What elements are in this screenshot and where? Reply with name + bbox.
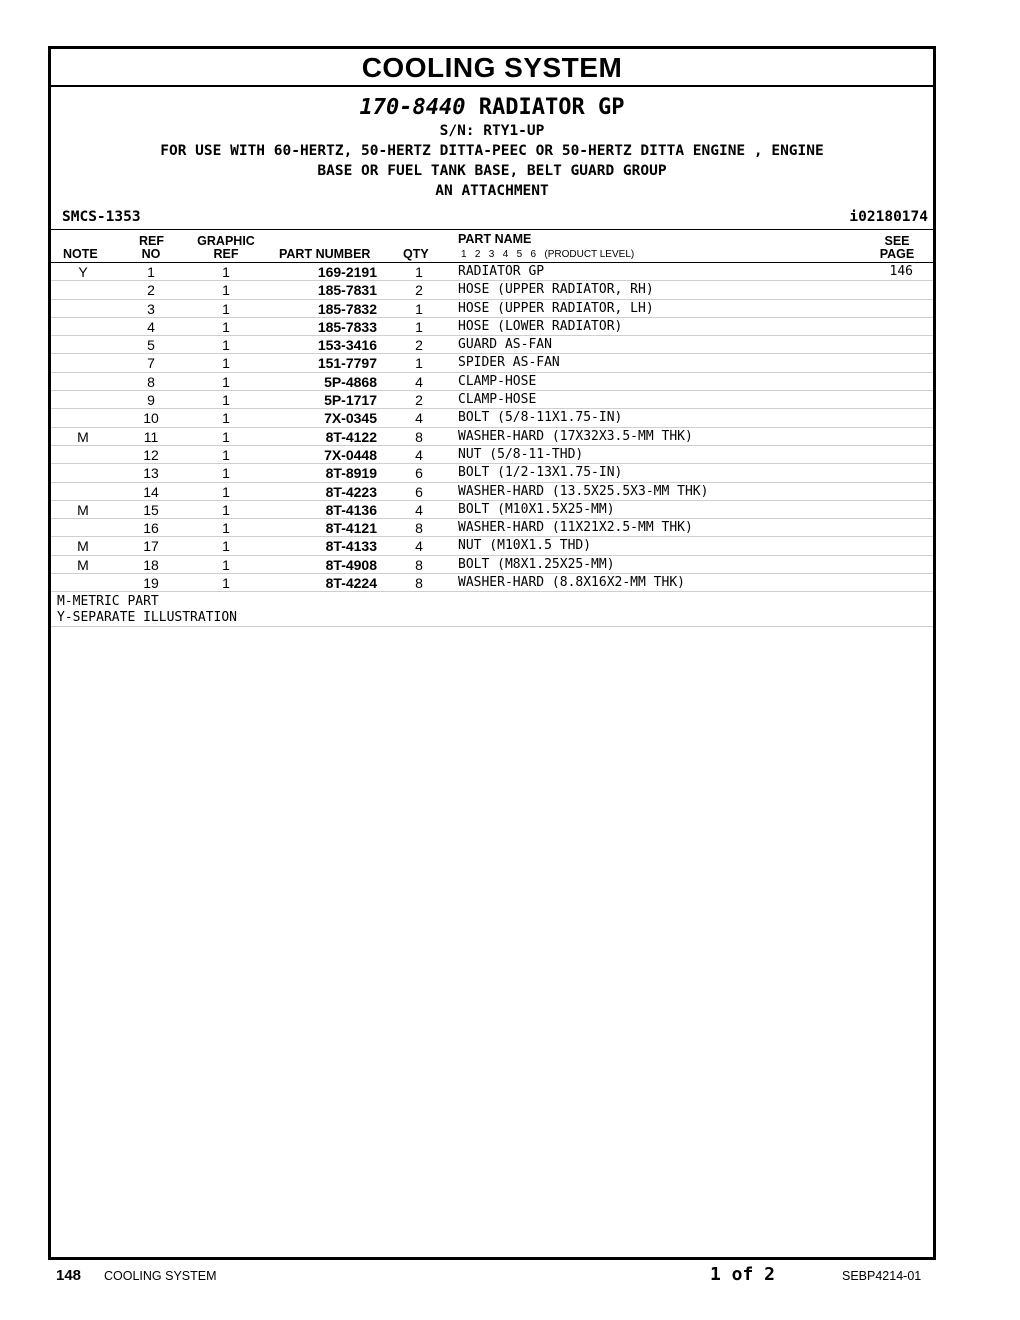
ref-no-cell: 19 — [143, 575, 159, 592]
qty-cell: 6 — [415, 483, 423, 500]
qty-cell: 8 — [415, 428, 423, 445]
col-graphic-top: GRAPHIC — [197, 234, 255, 248]
table-header — [51, 229, 933, 263]
footer-page-number: 148 — [56, 1267, 82, 1284]
qty-cell: 4 — [415, 538, 423, 555]
part-name-cell: NUT (5/8-11-THD) — [458, 446, 584, 462]
table-row — [51, 336, 933, 354]
part-name-cell: BOLT (M10X1.5X25-MM) — [458, 501, 615, 517]
col-graphic-bottom: REF — [213, 247, 239, 261]
table-row — [51, 537, 933, 555]
part-number-cell: 7X-0345 — [324, 410, 377, 427]
col-part-name: PART NAME — [458, 232, 532, 246]
part-number-cell: 8T-8919 — [325, 465, 377, 482]
ref-no-cell: 13 — [143, 465, 159, 482]
col-part-number: PART NUMBER — [279, 247, 371, 261]
section-title: COOLING SYSTEM — [51, 49, 933, 87]
part-number-cell: 151-7797 — [317, 355, 377, 372]
ref-no-cell: 14 — [143, 483, 159, 500]
table-row — [51, 446, 933, 464]
part-name-cell: BOLT (1/2-13X1.75-IN) — [458, 465, 623, 481]
legend-item: Y-SEPARATE ILLUSTRATION — [57, 609, 238, 625]
part-name-cell: CLAMP-HOSE — [458, 373, 537, 389]
ref-no-cell: 8 — [147, 373, 155, 390]
part-name-cell: BOLT (M8X1.25X25-MM) — [458, 556, 615, 572]
part-name-cell: HOSE (UPPER RADIATOR, RH) — [458, 282, 654, 298]
group-title — [51, 95, 933, 121]
part-number-cell: 8T-4908 — [325, 556, 377, 573]
table-row — [51, 354, 933, 372]
part-number-cell: 8T-4136 — [325, 501, 377, 518]
part-name-cell: CLAMP-HOSE — [458, 392, 537, 408]
qty-cell: 1 — [415, 264, 423, 280]
ref-no-cell: 12 — [143, 446, 159, 463]
part-name-cell: WASHER-HARD (11X21X2.5-MM THK) — [458, 520, 693, 536]
illustration-id: i02180174 — [849, 209, 928, 225]
table-row — [51, 519, 933, 537]
table-row — [51, 428, 933, 446]
graphic-ref-cell: 1 — [222, 556, 230, 573]
graphic-ref-cell: 1 — [222, 337, 230, 354]
graphic-ref-cell: 1 — [222, 373, 230, 390]
part-name-cell: RADIATOR GP — [458, 264, 545, 279]
qty-cell: 1 — [415, 300, 423, 317]
ref-no-cell: 15 — [143, 501, 159, 518]
part-name-cell: WASHER-HARD (8.8X16X2-MM THK) — [458, 575, 685, 591]
graphic-ref-cell: 1 — [222, 446, 230, 463]
page-frame — [48, 46, 936, 1260]
group-name: RADIATOR GP — [478, 95, 625, 120]
note-cell: M — [77, 428, 89, 445]
graphic-ref-cell: 1 — [222, 282, 230, 299]
footer-section: COOLING SYSTEM — [104, 1269, 217, 1283]
graphic-ref-cell: 1 — [222, 392, 230, 409]
smcs-code: SMCS-1353 — [62, 209, 141, 225]
col-see-top: SEE — [884, 234, 910, 248]
qty-cell: 8 — [415, 520, 423, 537]
note-cell: M — [77, 556, 89, 573]
group-header — [51, 95, 933, 201]
note-cell: Y — [78, 264, 88, 280]
ref-no-cell: 5 — [147, 337, 155, 354]
qty-cell: 2 — [415, 392, 423, 409]
group-description-line: BASE OR FUEL TANK BASE, BELT GUARD GROUP — [317, 163, 667, 179]
ref-no-cell: 1 — [147, 264, 155, 280]
qty-cell: 8 — [415, 556, 423, 573]
ref-no-cell: 4 — [147, 318, 155, 335]
table-row — [51, 556, 933, 574]
graphic-ref-cell: 1 — [222, 428, 230, 445]
part-name-cell: WASHER-HARD (17X32X3.5-MM THK) — [458, 428, 693, 444]
note-cell: M — [77, 538, 89, 555]
ref-no-cell: 18 — [143, 556, 159, 573]
footer-page-of: 1 of 2 — [710, 1264, 776, 1285]
qty-cell: 4 — [415, 410, 423, 427]
see-page-cell: 146 — [889, 264, 913, 279]
table-row — [51, 574, 933, 592]
part-name-cell: HOSE (UPPER RADIATOR, LH) — [458, 300, 654, 316]
graphic-ref-cell: 1 — [222, 501, 230, 518]
page-footer — [56, 1264, 928, 1290]
part-number-cell: 185-7831 — [317, 282, 377, 299]
graphic-ref-cell: 1 — [222, 575, 230, 592]
part-number-cell: 5P-1717 — [324, 392, 377, 409]
group-description-line: FOR USE WITH 60-HERTZ, 50-HERTZ DITTA-PEEC OR 50-HERTZ DITTA ENGINE , ENGINE — [160, 143, 824, 159]
qty-cell: 2 — [415, 337, 423, 354]
note-cell: M — [77, 501, 89, 518]
table-row — [51, 501, 933, 519]
part-name-cell: NUT (M10X1.5 THD) — [458, 538, 592, 554]
group-description-line: AN ATTACHMENT — [435, 183, 549, 199]
col-qty: QTY — [403, 247, 429, 261]
table-row — [51, 300, 933, 318]
ref-no-cell: 16 — [143, 520, 159, 537]
part-number-cell: 5P-4868 — [324, 373, 377, 390]
part-number-cell: 185-7832 — [317, 300, 377, 317]
table-row — [51, 263, 933, 281]
notes-legend — [51, 592, 933, 627]
col-see-bottom: PAGE — [879, 247, 915, 261]
part-name-cell: BOLT (5/8-11X1.75-IN) — [458, 410, 623, 426]
part-number-cell: 8T-4122 — [325, 428, 377, 445]
graphic-ref-cell: 1 — [222, 318, 230, 335]
part-number-cell: 8T-4121 — [325, 520, 377, 537]
group-part-number: 170-8440 — [359, 95, 466, 120]
part-name-cell: WASHER-HARD (13.5X25.5X3-MM THK) — [458, 483, 709, 499]
qty-cell: 8 — [415, 575, 423, 592]
ref-no-cell: 7 — [147, 355, 155, 372]
parts-list — [51, 263, 933, 592]
qty-cell: 1 — [415, 355, 423, 372]
table-row — [51, 373, 933, 391]
qty-cell: 6 — [415, 465, 423, 482]
part-number-cell: 153-3416 — [317, 337, 377, 354]
part-number-cell: 8T-4223 — [325, 483, 377, 500]
table-row — [51, 409, 933, 427]
table-row — [51, 391, 933, 409]
graphic-ref-cell: 1 — [222, 355, 230, 372]
table-row — [51, 318, 933, 336]
part-name-cell: GUARD AS-FAN — [458, 337, 552, 353]
part-number-cell: 185-7833 — [317, 318, 377, 335]
graphic-ref-cell: 1 — [222, 410, 230, 427]
graphic-ref-cell: 1 — [222, 264, 230, 280]
smcs-row — [51, 207, 933, 229]
part-number-cell: 8T-4133 — [325, 538, 377, 555]
graphic-ref-cell: 1 — [222, 520, 230, 537]
col-product-levels: 1 2 3 4 5 6 (PRODUCT LEVEL) — [461, 249, 635, 260]
ref-no-cell: 3 — [147, 300, 155, 317]
footer-document-id: SEBP4214-01 — [842, 1269, 922, 1283]
col-ref-top: REF — [139, 234, 164, 248]
qty-cell: 4 — [415, 373, 423, 390]
qty-cell: 1 — [415, 318, 423, 335]
col-note: NOTE — [63, 247, 98, 261]
graphic-ref-cell: 1 — [222, 483, 230, 500]
col-ref-bottom: NO — [141, 247, 161, 261]
table-row — [51, 483, 933, 501]
graphic-ref-cell: 1 — [222, 300, 230, 317]
graphic-ref-cell: 1 — [222, 465, 230, 482]
qty-cell: 2 — [415, 282, 423, 299]
legend-item: M-METRIC PART — [57, 594, 159, 610]
ref-no-cell: 17 — [143, 538, 159, 555]
table-row — [51, 281, 933, 299]
ref-no-cell: 10 — [143, 410, 159, 427]
qty-cell: 4 — [415, 501, 423, 518]
ref-no-cell: 2 — [147, 282, 155, 299]
ref-no-cell: 9 — [147, 392, 155, 409]
ref-no-cell: 11 — [143, 428, 159, 445]
table-row — [51, 464, 933, 482]
part-name-cell: HOSE (LOWER RADIATOR) — [458, 318, 623, 334]
graphic-ref-cell: 1 — [222, 538, 230, 555]
part-name-cell: SPIDER AS-FAN — [458, 355, 560, 371]
part-number-cell: 8T-4224 — [325, 575, 377, 592]
part-number-cell: 7X-0448 — [324, 446, 377, 463]
qty-cell: 4 — [415, 446, 423, 463]
serial-number-range: S/N: RTY1-UP — [439, 123, 545, 139]
part-number-cell: 169-2191 — [317, 264, 377, 280]
